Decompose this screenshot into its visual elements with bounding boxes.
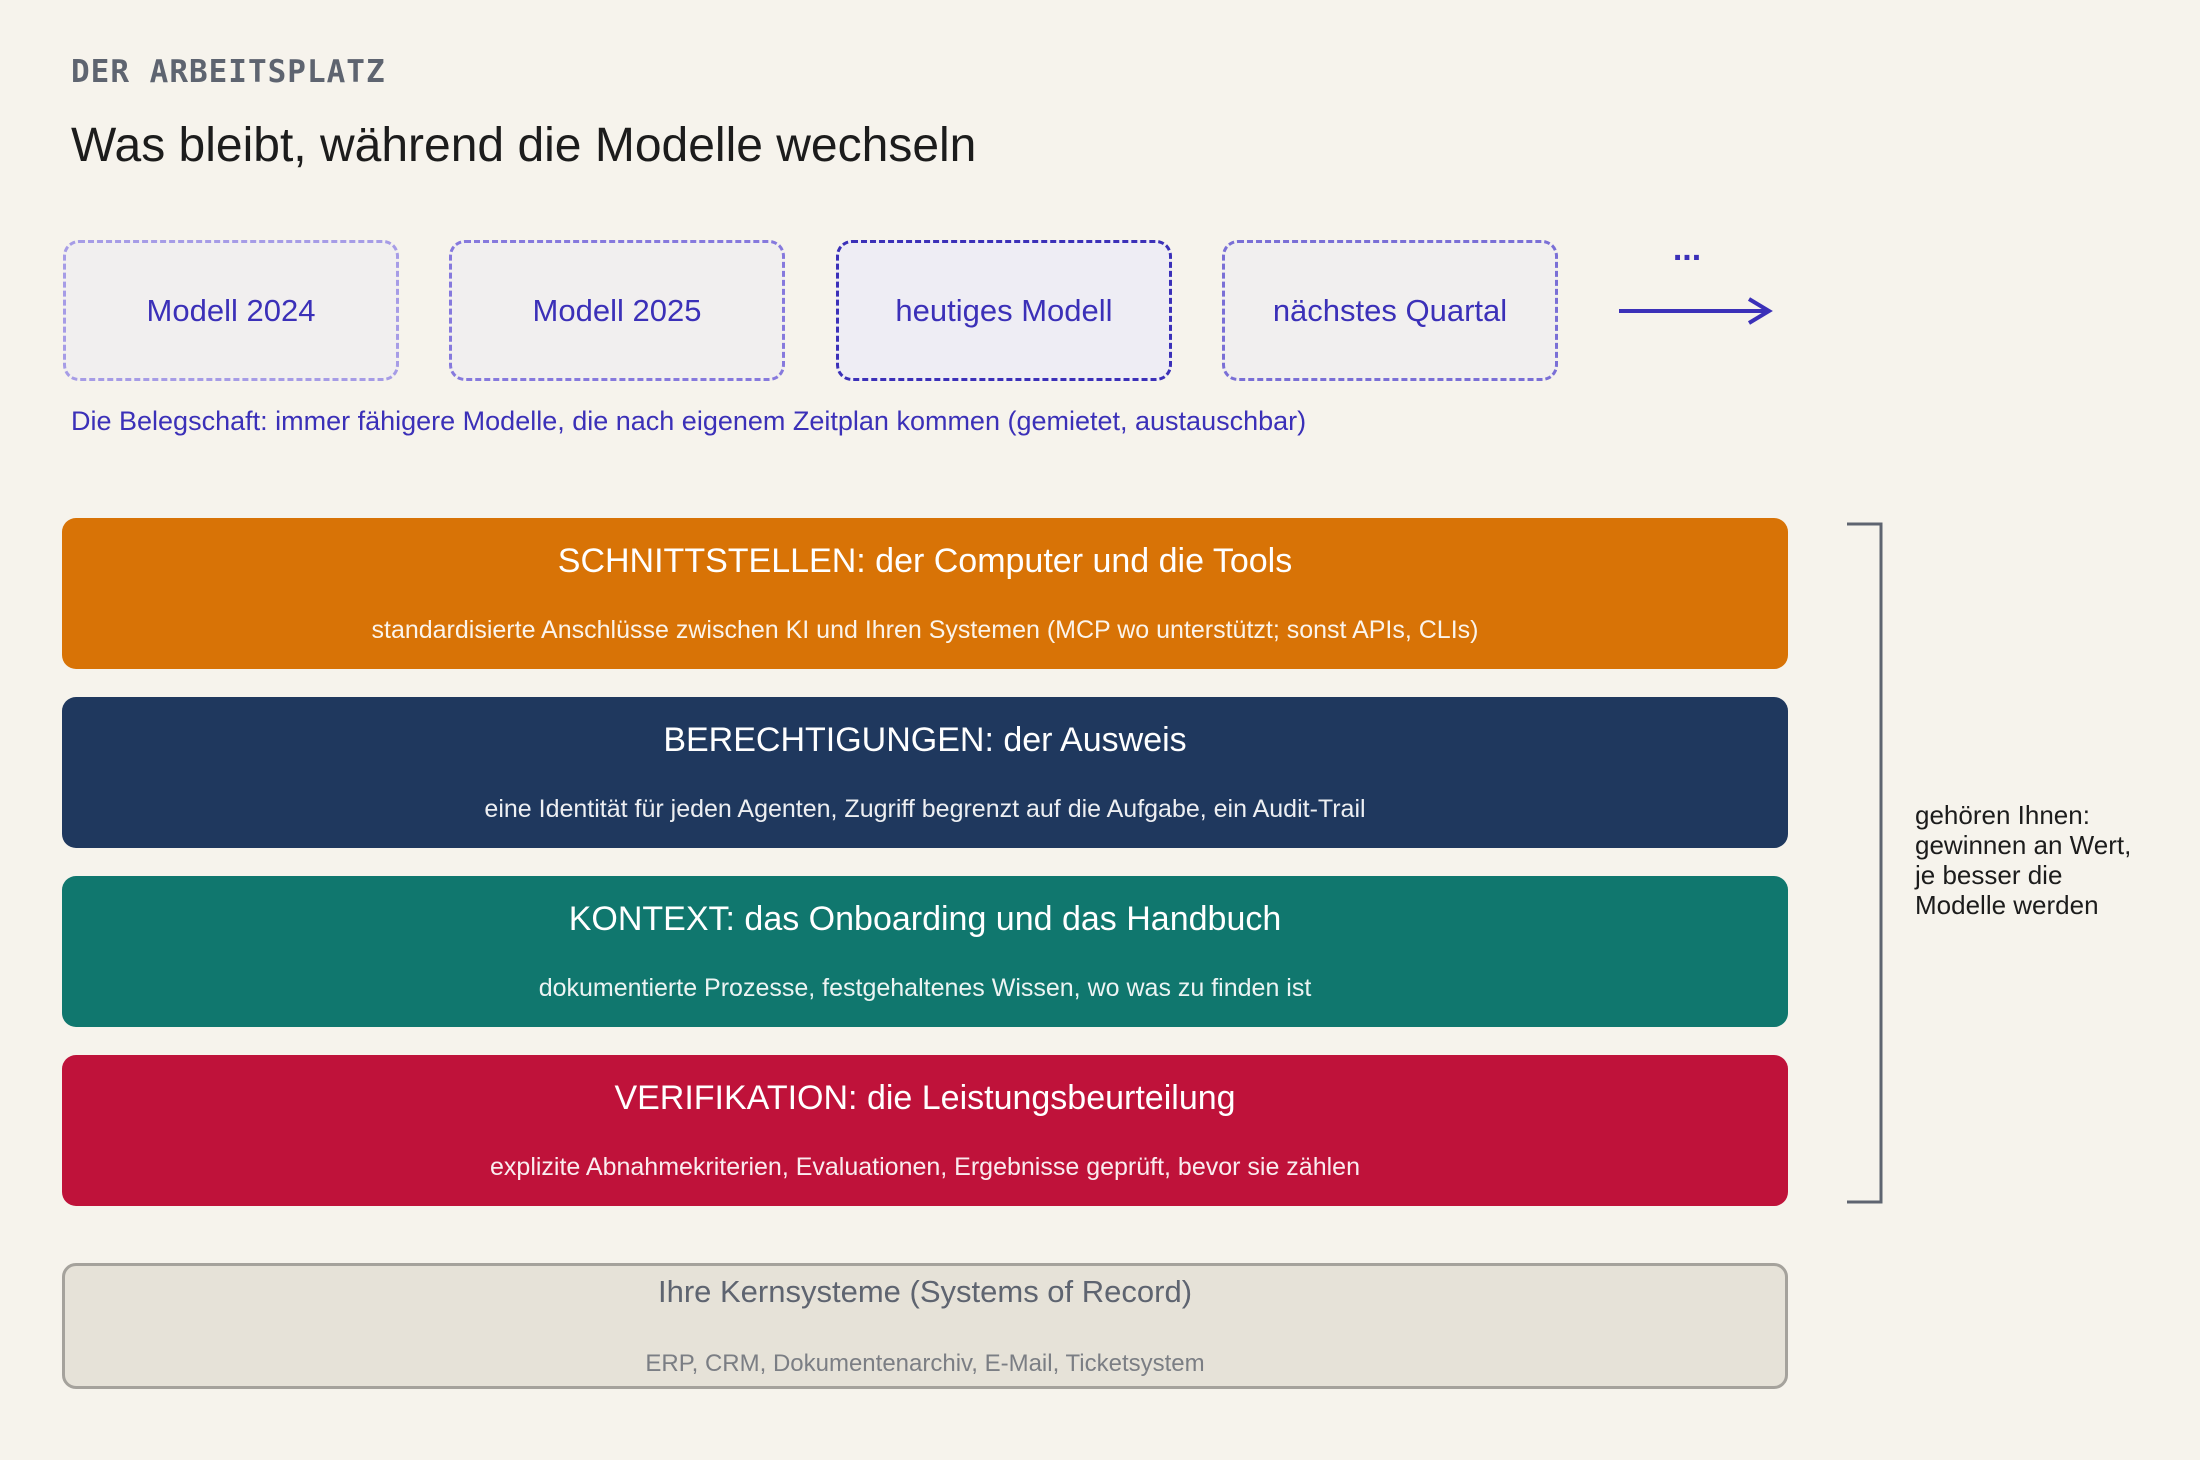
layer-subtitle: explizite Abnahmekriterien, Evaluationen, Ergebnisse geprüft, bevor sie zählen [490, 1153, 1360, 1181]
layer-subtitle: standardisierte Anschlüsse zwischen KI und Ihren Systemen (MCP wo unterstützt; sonst APIs, CLIs) [371, 616, 1479, 644]
layer-subtitle: eine Identität für jeden Agenten, Zugriff begrenzt auf die Aufgabe, ein Audit-Trail [484, 795, 1366, 823]
layer-verifikation [62, 1055, 1788, 1206]
model-box-next-quarter [1222, 240, 1558, 381]
layer-title: BERECHTIGUNGEN: der Ausweis [663, 721, 1187, 759]
model-label: Modell 2024 [146, 292, 316, 328]
model-label: nächstes Quartal [1272, 292, 1508, 328]
more-models-ellipsis: ... [1672, 230, 1702, 268]
right-arrow-icon [1615, 296, 1775, 326]
model-label: heutiges Modell [895, 292, 1113, 328]
section-eyebrow: DER ARBEITSPLATZ [71, 54, 386, 90]
layer-title: KONTEXT: das Onboarding und das Handbuch [568, 900, 1282, 938]
layer-title: SCHNITTSTELLEN: der Computer und die Tools [557, 542, 1293, 580]
right-bracket-icon [1845, 522, 1885, 1204]
model-box-2024 [63, 240, 399, 381]
core-subtitle: ERP, CRM, Dokumentenarchiv, E-Mail, Ticketsystem [645, 1350, 1205, 1377]
layer-kontext [62, 876, 1788, 1027]
page-title: Was bleibt, während die Modelle wechseln [71, 119, 977, 172]
layer-title: VERIFIKATION: die Leistungsbeurteilung [614, 1079, 1236, 1117]
model-label: Modell 2025 [532, 292, 702, 328]
layer-subtitle: dokumentierte Prozesse, festgehaltenes Wissen, wo was zu finden ist [538, 974, 1312, 1002]
layer-berechtigungen [62, 697, 1788, 848]
ownership-note: gehören Ihnen: gewinnen an Wert, je besser die Modelle werden [1915, 800, 2132, 920]
core-systems-box [62, 1263, 1788, 1389]
model-box-2025 [449, 240, 785, 381]
layer-schnittstellen [62, 518, 1788, 669]
core-title: Ihre Kernsysteme (Systems of Record) [657, 1274, 1193, 1309]
model-box-current [836, 240, 1172, 381]
workforce-caption: Die Belegschaft: immer fähigere Modelle, die nach eigenem Zeitplan kommen (gemietet, austauschbar) [71, 406, 1307, 436]
